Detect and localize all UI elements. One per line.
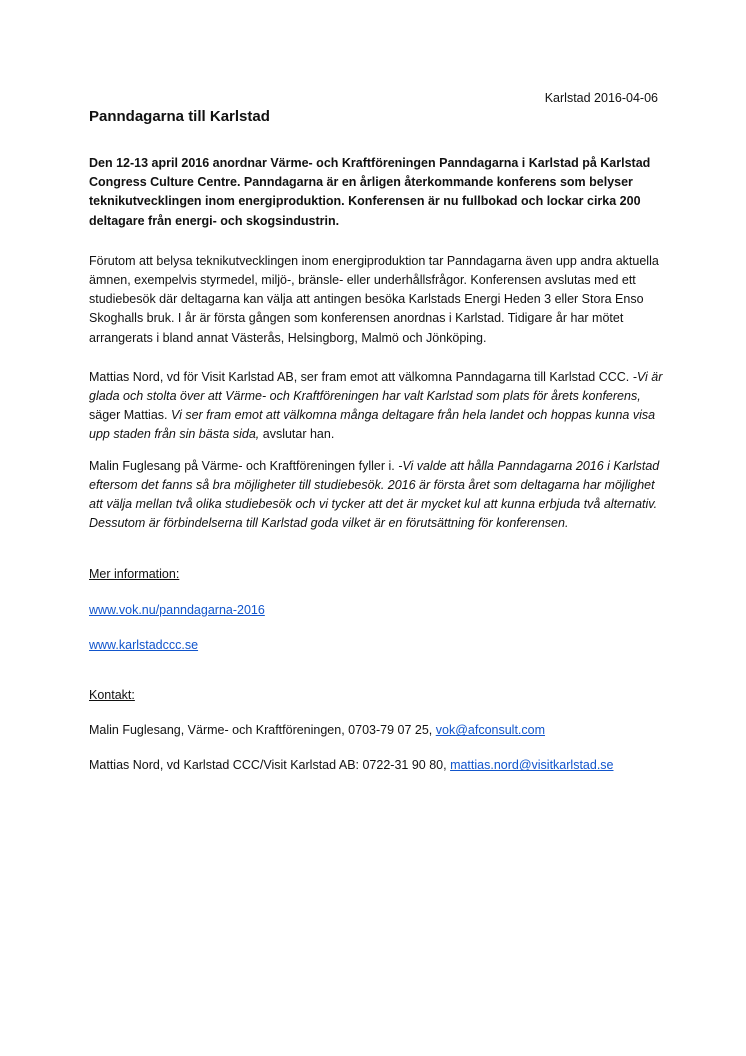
contact-mattias: [89, 756, 664, 775]
quote-paragraph-mattias: [89, 368, 664, 445]
contact-text: Malin Fuglesang, Värme- och Kraftföreningen, 0703-79 07 25,: [89, 723, 436, 738]
email-link-vok[interactable]: vok@afconsult.com: [435, 723, 546, 738]
dateline: Karlstad 2016-04-06: [544, 91, 658, 105]
contact-text: Mattias Nord, vd Karlstad CCC/Visit Karlstad AB: 0722-31 90 80,: [89, 758, 451, 773]
document-title: Panndagarna till Karlstad: [89, 108, 270, 125]
quote-text: -Vi är glada och stolta över att Värme- och Kraftföreningen har valt Karlstad som plats för årets konferens,: [89, 369, 663, 404]
more-info-heading: Mer information:: [89, 567, 180, 582]
quote-intro: Mattias Nord, vd för Visit Karlstad AB, ser fram emot att välkomna Panndagarna till Karlstad CCC.: [89, 369, 633, 384]
karlstadccc-link[interactable]: www.karlstadccc.se: [89, 637, 199, 652]
document-body: [89, 107, 664, 776]
contact-malin: [89, 721, 664, 740]
vok-link[interactable]: www.vok.nu/panndagarna-2016: [89, 602, 265, 617]
email-link-mattias[interactable]: mattias.nord@visitkarlstad.se: [450, 758, 614, 773]
lead-paragraph: Den 12-13 april 2016 anordnar Värme- och Kraftföreningen Panndagarna i Karlstad på Karlstad Congress Culture Centre. Panndagarna är en årligen återkommande konferens som belyser teknikutvecklingen inom energiproduktion. Konferensen är nu fullbokad och lockar cirka 200 deltagare från energi- och skogsindustrin.: [89, 156, 651, 228]
quote-text: Vi ser fram emot att välkomna många deltagare från hela landet och hoppas kunna visa upp staden från sin bästa sida,: [89, 408, 656, 442]
quote-intro: Malin Fuglesang på Värme- och Kraftföreningen fyller i.: [89, 458, 399, 473]
quote-attribution: säger Mattias.: [89, 408, 171, 423]
contact-heading: Kontakt:: [89, 688, 135, 703]
body-paragraph: Förutom att belysa teknikutvecklingen inom energiproduktion tar Panndagarna även upp andra aktuella ämnen, exempelvis styrmedel, miljö-, bränsle- eller underhållsfrågor. Konferensen avslutas med ett studiebesök där deltagarna kan välja att antingen besöka Karlstads Energi Heden 3 eller Stora Enso Skoghalls bruk. I år är första gången som konferensen anordnas i Karlstad. Tidigare år har mötet arrangerats i bland annat Västerås, Helsingborg, Malmö och Jönköping.: [89, 253, 659, 345]
quote-text: -Vi valde att hålla Panndagarna 2016 i Karlstad eftersom det fanns så bra möjligheter till studiebesök. 2016 är första året som deltagarna har möjlighet att välja mellan två olika studiebesök och vi tycker att det är mycket kul att kunna erbjuda två alternativ. Dessutom är förbindelserna till Karlstad goda vilket är en förutsättning för konferensen.: [89, 458, 660, 531]
quote-paragraph-malin: [89, 457, 664, 534]
quote-outro: avslutar han.: [259, 427, 335, 442]
